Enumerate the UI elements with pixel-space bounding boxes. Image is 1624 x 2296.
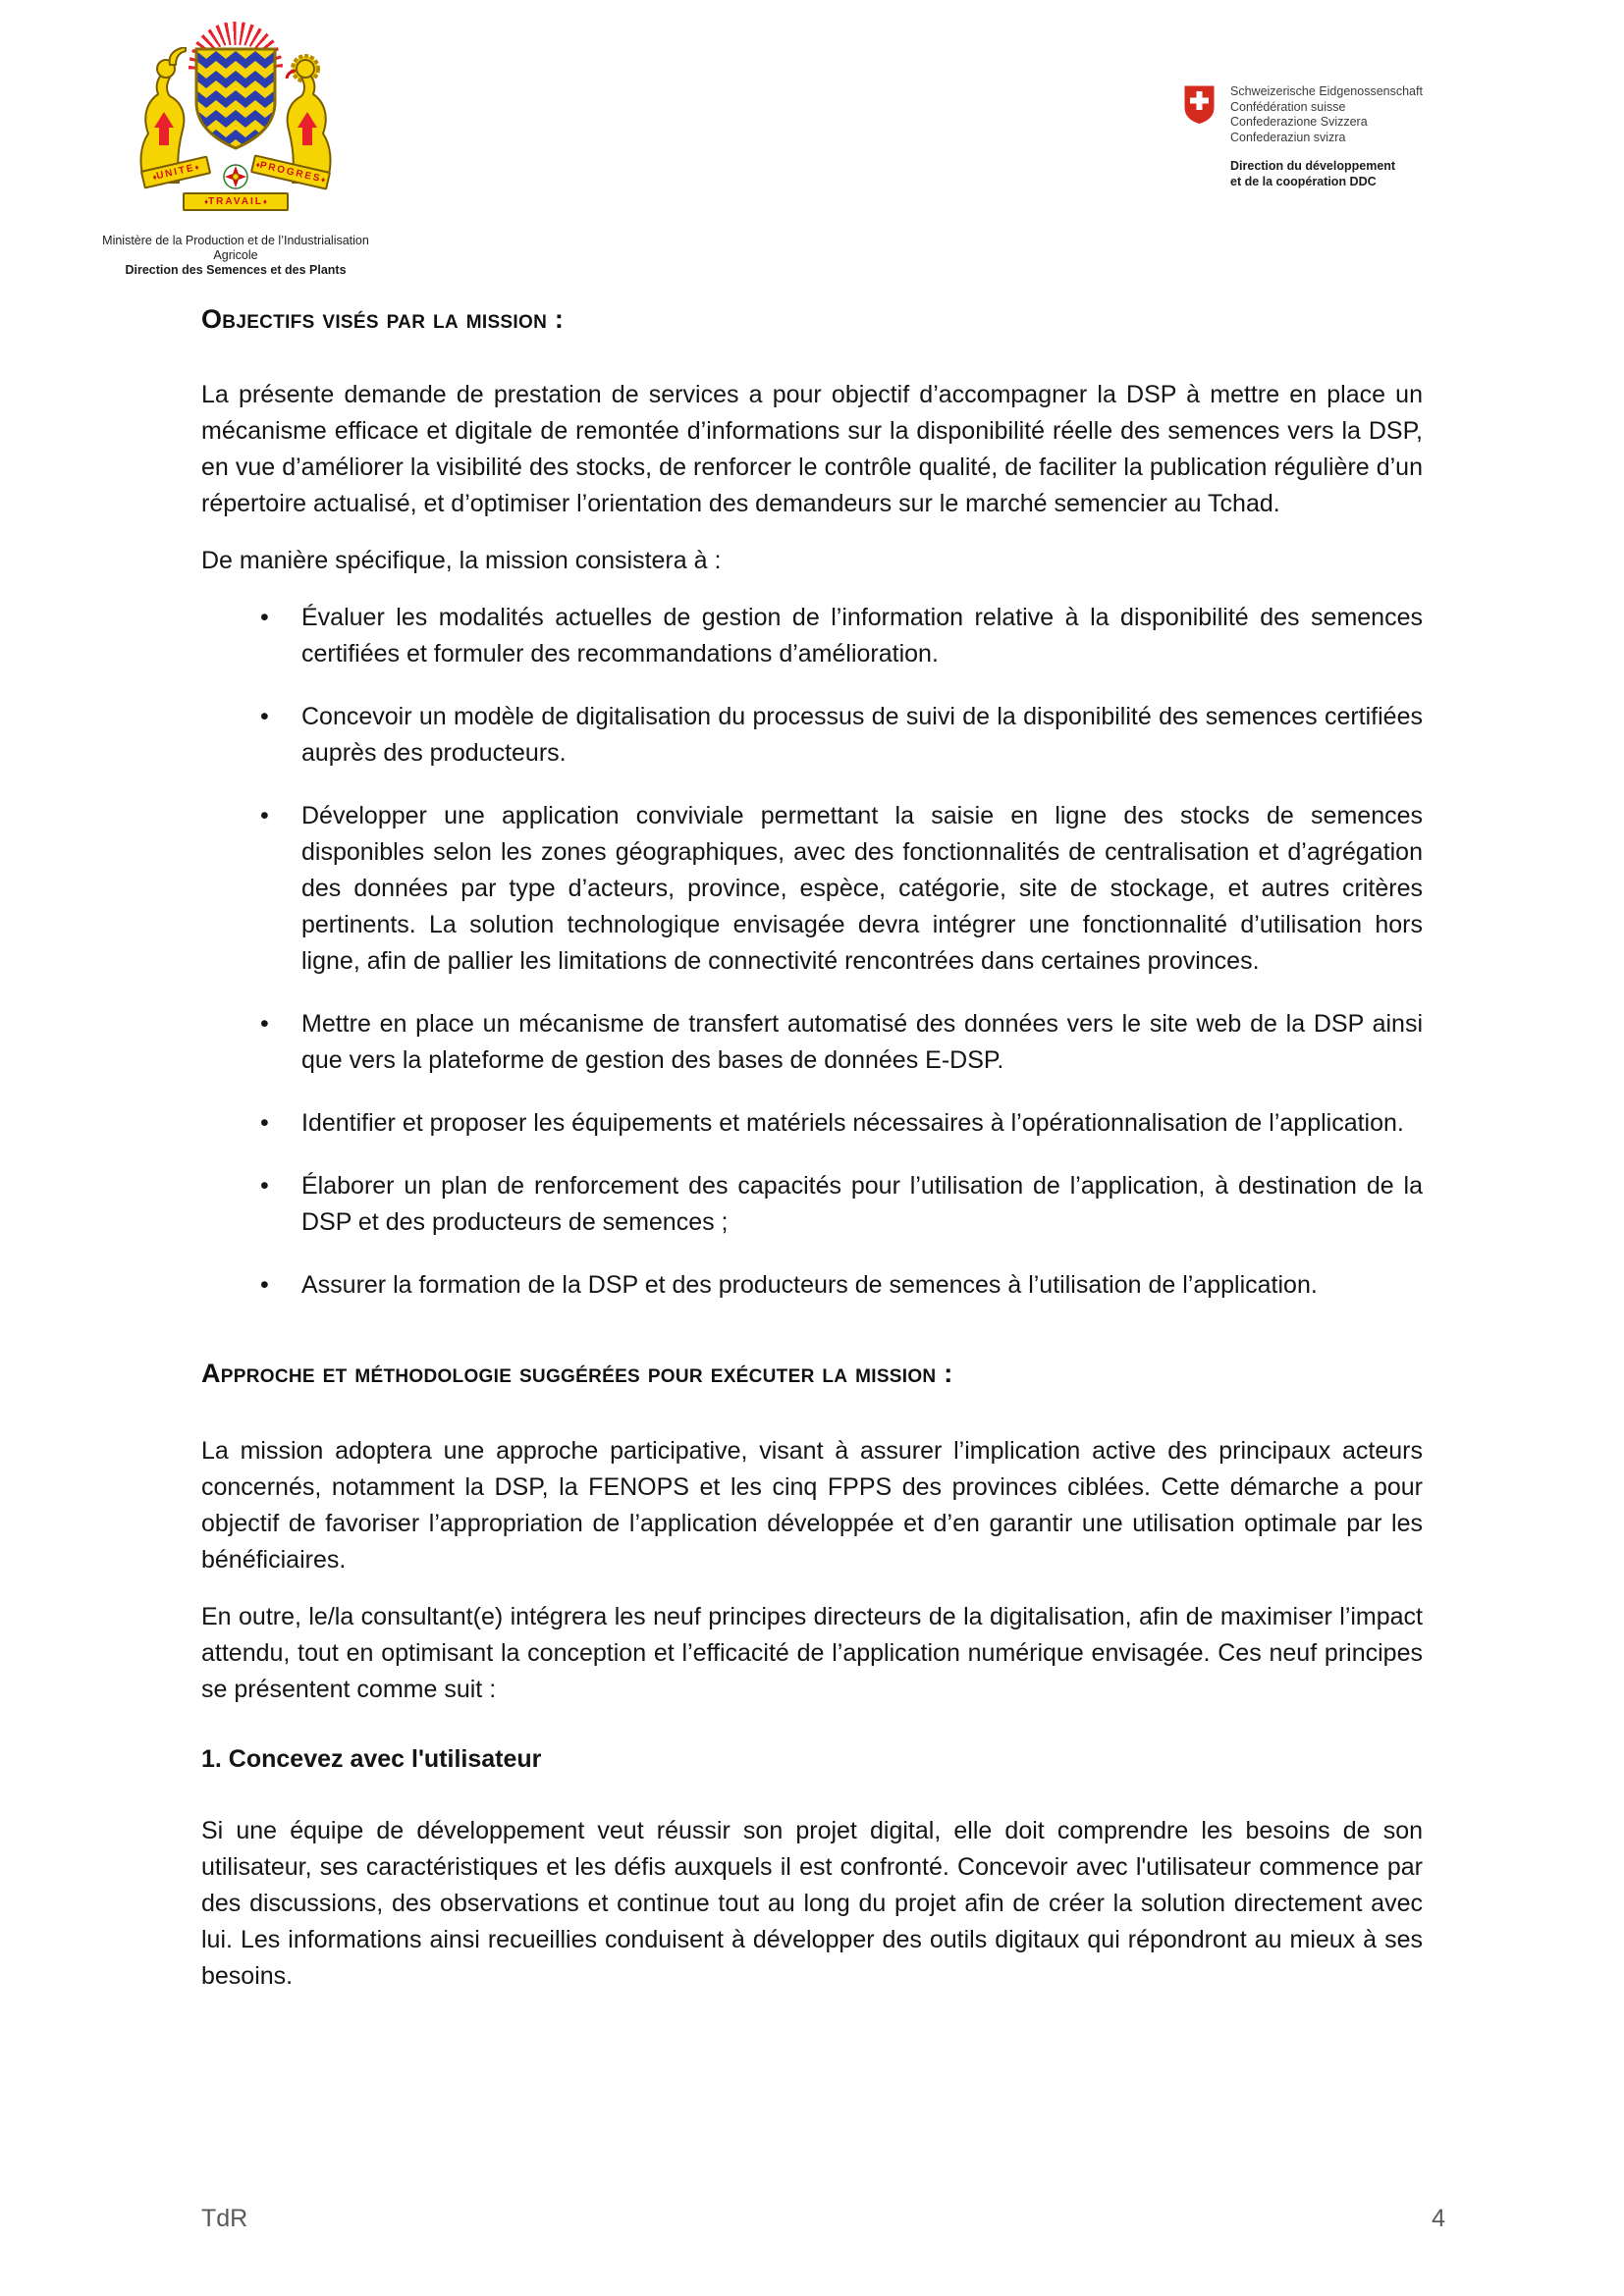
swiss-header-block — [1183, 84, 1423, 189]
paragraph-approche-1: La mission adoptera une approche participative, visant à assurer l’implication active des principaux acteurs concernés, notamment la DSP, la FENOPS et les cinq FPPS des provinces ciblées. Cette démarche a pour objectif de favoriser l’appropriation de l’application développée et d’en garantir une utilisation optimale par les bénéficiaires. — [201, 1437, 1423, 1574]
paragraph-approche-2: En outre, le/la consultant(e) intégrera les neuf principes directeurs de la digitalisation, afin de maximiser l’impact attendu, tout en optimisant la conception et l’efficacité de l’application numérique envisagée. Ces neuf principes se présentent comme suit : — [201, 1603, 1423, 1703]
footer-page-number: 4 — [1432, 2205, 1445, 2232]
chad-shield-icon — [191, 47, 280, 151]
section-title-approche: Approche et méthodologie suggérées pour exécuter la mission : — [201, 1359, 953, 1388]
bullet-item-3: • Développer une application conviviale permettant la saisie en ligne des stocks de semences disponibles selon les zones géographiques, avec des fonctionnalités de centralisation et d’agrégation des données par type d’acteurs, province, espèce, catégorie, site de stockage, et autres critères pertinents. La solution technologique envisagée devra intégrer une fonctionnalité d’utilisation hors ligne, afin de pallier les limitations de connectivité rencontrées dans certaines provinces. — [201, 798, 1423, 980]
swiss-ddc-text — [1230, 159, 1423, 189]
mission-bullet-list — [201, 600, 1423, 1304]
paragraph-intro: La présente demande de prestation de services a pour objectif d’accompagner la DSP à mettre en place un mécanisme efficace et digitale de remontée d’informations sur la disponibilité réelle des semences vers la DSP, en vue d’améliorer la visibilité des stocks, de renforcer le contrôle qualité, de faciliter la publication régulière d’un répertoire actualisé, et d’optimiser l’orientation des demandeurs sur le marché semencier au Tchad. — [201, 381, 1423, 517]
swiss-ddc-line-2: et de la coopération DDC — [1230, 174, 1377, 188]
bullet-item-7: • Assurer la formation de la DSP et des producteurs de semences à l’utilisation de l’application. — [201, 1267, 1423, 1304]
principle-1-paragraph: Si une équipe de développement veut réussir son projet digital, elle doit comprendre les besoins de son utilisateur, ses caractéristiques et les défis auxquels il est confronté. Concevoir avec l'utilisateur commence par des discussions, des observations et continue tout au long du projet afin de créer la solution directement avec lui. Les informations ainsi recueillies conduisent à développer des outils digitaux qui répondront au mieux à ses besoins. — [201, 1817, 1423, 1990]
motto-ribbon-progres: ♦ PROGRES ♦ — [250, 154, 331, 190]
bullet-item-6: • Élaborer un plan de renforcement des capacités pour l’utilisation de l’application, à destination de la DSP et des producteurs de semences ; — [201, 1168, 1423, 1241]
swiss-line-1: Schweizerische Eidgenossenschaft — [1230, 84, 1423, 98]
medal-icon — [222, 163, 249, 190]
paragraph-lead: De manière spécifique, la mission consistera à : — [201, 547, 722, 574]
motto-ribbon-travail: ♦ TRAVAIL ♦ — [183, 192, 289, 211]
bullet-item-1: • Évaluer les modalités actuelles de gestion de l’information relative à la disponibilité des semences certifiées et formuler des recommandations d’amélioration. — [201, 600, 1423, 672]
swiss-confederation-text — [1230, 84, 1423, 189]
principle-1-title: 1. Concevez avec l'utilisateur — [201, 1745, 542, 1773]
ministry-title-block — [86, 234, 385, 278]
swiss-line-2: Confédération suisse — [1230, 99, 1346, 114]
ministry-line-1: Ministère de la Production et de l’Industrialisation — [102, 234, 369, 247]
chad-coat-of-arms-icon — [137, 20, 334, 212]
swiss-line-4: Confederaziun svizra — [1230, 130, 1346, 144]
motto-ribbon-unite: ♦ UNITE ♦ — [140, 155, 211, 188]
chad-header-block — [86, 20, 385, 278]
document-body — [201, 302, 1423, 2015]
footer-document-label: TdR — [201, 2205, 248, 2232]
section-title-objectifs: Objectifs visés par la mission : — [201, 304, 565, 334]
bullet-item-4: • Mettre en place un mécanisme de transfert automatisé des données vers le site web de la DSP ainsi que vers la plateforme de gestion des bases de données E-DSP. — [201, 1006, 1423, 1079]
bullet-item-2: • Concevoir un modèle de digitalisation du processus de suivi de la disponibilité des semences certifiées auprès des producteurs. — [201, 699, 1423, 772]
swiss-line-3: Confederazione Svizzera — [1230, 115, 1368, 129]
bullet-item-5: • Identifier et proposer les équipements et matériels nécessaires à l’opérationnalisation de l’application. — [201, 1105, 1423, 1142]
ministry-line-3: Direction des Semences et des Plants — [125, 263, 347, 277]
ministry-line-2: Agricole — [213, 248, 258, 262]
swiss-ddc-line-1: Direction du développement — [1230, 159, 1396, 173]
swiss-cross-shield-icon — [1183, 84, 1216, 125]
